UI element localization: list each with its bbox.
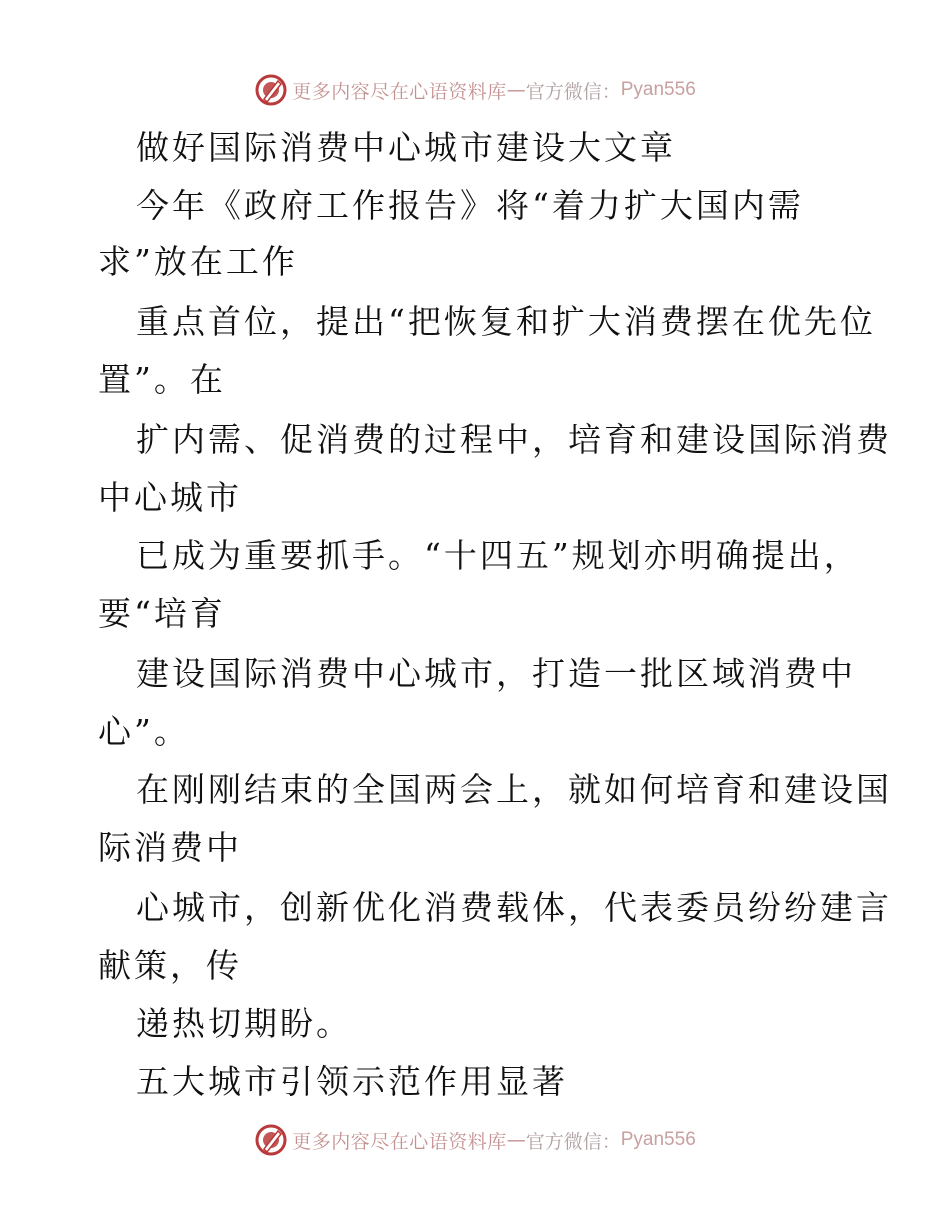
header-contact-id: Pyan556 bbox=[620, 79, 696, 100]
text-line: 在刚刚结束的全国两会上，就如何培育和建设国 bbox=[136, 770, 892, 809]
text-line: 扩内需、促消费的过程中，培育和建设国际消费 bbox=[136, 420, 892, 459]
text-line: 中心城市 bbox=[98, 478, 242, 517]
header-contact-label: 官方微信： bbox=[525, 80, 621, 103]
footer-dash: — bbox=[506, 1129, 526, 1151]
text-line: 已成为重要抓手。“十四五”规划亦明确提出， bbox=[136, 536, 860, 575]
text-line: 今年《政府工作报告》将“着力扩大国内需 bbox=[136, 186, 804, 225]
text-line: 求”放在工作 bbox=[98, 242, 298, 281]
text-line: 建设国际消费中心城市，打造一批区域消费中 bbox=[136, 654, 856, 693]
pen-logo-icon bbox=[254, 73, 288, 107]
text-line: 置”。在 bbox=[98, 360, 226, 399]
text-line: 要“培育 bbox=[98, 594, 226, 633]
footer-watermark bbox=[0, 1120, 950, 1160]
text-line: 献策，传 bbox=[98, 946, 242, 985]
heading-line: 做好国际消费中心城市建设大文章 bbox=[136, 128, 676, 167]
text-line: 递热切期盼。 bbox=[136, 1004, 352, 1043]
text-line: 心城市，创新优化消费载体，代表委员纷纷建言 bbox=[136, 888, 892, 927]
text-line: 心”。 bbox=[98, 712, 190, 751]
text-line: 重点首位，提出“把恢复和扩大消费摆在优先位 bbox=[136, 302, 876, 341]
text-line: 际消费中 bbox=[98, 828, 242, 867]
footer-contact-id: Pyan556 bbox=[620, 1129, 696, 1150]
header-dash: — bbox=[506, 79, 526, 101]
header-watermark bbox=[0, 70, 950, 110]
subheading-line: 五大城市引领示范作用显著 bbox=[136, 1062, 568, 1101]
header-site-text: 更多内容尽在心语资料库 bbox=[292, 80, 507, 103]
footer-contact-label: 官方微信： bbox=[525, 1130, 621, 1153]
pen-logo-icon bbox=[254, 1123, 288, 1157]
footer-site-text: 更多内容尽在心语资料库 bbox=[292, 1130, 507, 1153]
